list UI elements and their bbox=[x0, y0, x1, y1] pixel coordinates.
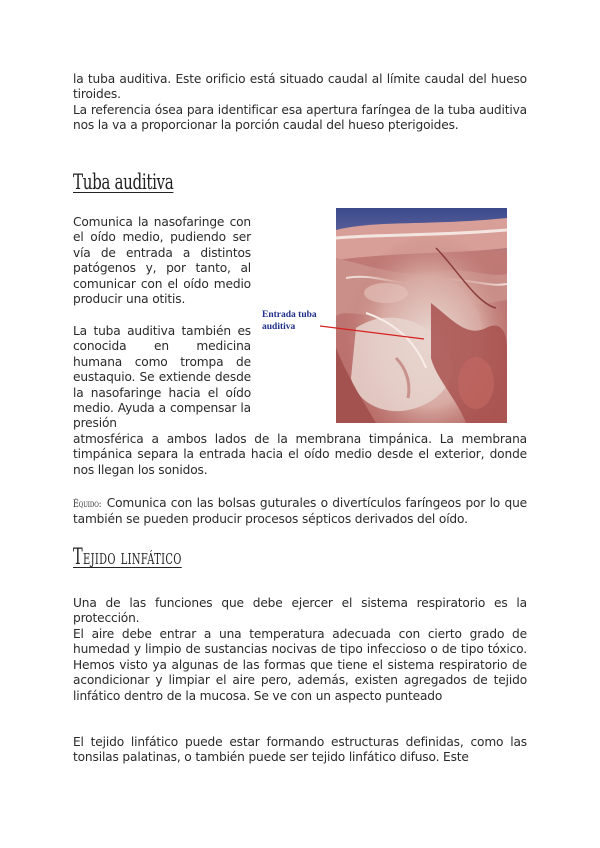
equido-paragraph bbox=[73, 496, 527, 528]
figure-pointer-line bbox=[300, 322, 430, 342]
tuba-paragraph-3: atmosférica a ambos lados de la membrana timpánica. La membrana timpánica separa la entrada hacia el oído medio desde el exterior, donde nos llegan los sonidos. bbox=[73, 432, 527, 477]
section-heading-tejido-linfatico: Tejido linfático bbox=[73, 545, 182, 570]
anatomy-photo-image bbox=[336, 208, 507, 423]
tuba-paragraph-2: La tuba auditiva también es conocida en medicina humana como trompa de eustaquio. Se extiende desde la nasofaringe hacia el oído medio. Ayuda a compensar la presión bbox=[73, 324, 251, 431]
intro-paragraph-1: la tuba auditiva. Este orificio está situado caudal al límite caudal del hueso tiroides. bbox=[73, 72, 527, 102]
equido-label: Équido: bbox=[73, 499, 102, 510]
intro-paragraph-2: La referencia ósea para identificar esa apertura faríngea de la tuba auditiva nos la va a proporcionar la porción caudal del hueso pterigoides. bbox=[73, 103, 527, 133]
section-heading-tuba-auditiva: Tuba auditiva bbox=[73, 170, 174, 194]
anatomy-photo bbox=[336, 208, 507, 423]
figure-label: Entrada tuba auditiva bbox=[262, 310, 317, 332]
tejido-paragraph-1: Una de las funciones que debe ejercer el sistema respiratorio es la protección. bbox=[73, 596, 527, 626]
tejido-paragraph-3: El tejido linfático puede estar formando estructuras definidas, como las tonsilas palatinas, o también puede ser tejido linfático difuso. Este bbox=[73, 735, 527, 765]
equido-text: Comunica con las bolsas guturales o divertículos faríngeos por lo que también se pueden producir procesos sépticos derivados del oído. bbox=[73, 496, 527, 527]
tuba-paragraph-1: Comunica la nasofaringe con el oído medio, pudiendo ser vía de entrada a distintos patógenos y, por tanto, al comunicar con el oído medio producir una otitis. bbox=[73, 215, 251, 307]
tejido-paragraph-2: El aire debe entrar a una temperatura adecuada con cierto grado de humedad y limpio de sustancias nocivas de tipo infeccioso o de tipo tóxico. Hemos visto ya algunas de las formas que tiene el sistema respiratorio de acondicionar y limpiar el aire pero, además, existen agregados de tejido linfático dentro de la mucosa. Se ve con un aspecto punteado bbox=[73, 627, 527, 703]
